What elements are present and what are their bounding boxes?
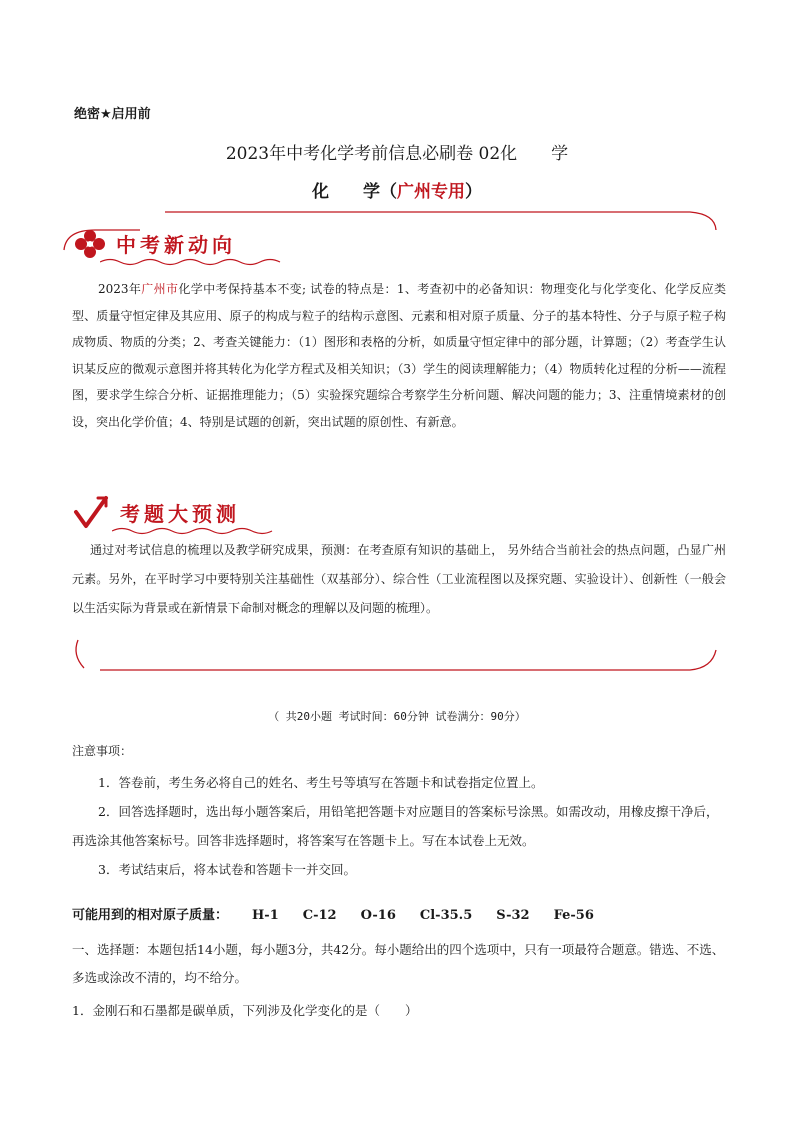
- atomic-mass-s: S-32: [496, 908, 530, 923]
- atomic-mass-fe: Fe-56: [553, 908, 594, 923]
- trend-paragraph: [72, 276, 726, 435]
- heading-wave-underline: [100, 257, 290, 267]
- atomic-masses-label: 可能用到的相对原子质量：: [72, 908, 229, 923]
- atomic-mass-c: C-12: [302, 908, 337, 923]
- secret-label: 绝密★启用前: [74, 107, 151, 122]
- trend-city: 广州市: [141, 282, 179, 296]
- atomic-mass-cl: Cl-35.5: [419, 908, 473, 923]
- notice-item-3: 3．考试结束后，将本试卷和答题卡一并交回。: [98, 862, 356, 877]
- question-1: 1．金刚石和石墨都是碳单质，下列涉及化学变化的是（ ）: [72, 1003, 418, 1018]
- check-arrow-icon: [72, 492, 112, 532]
- trend-year: 2023年: [98, 282, 142, 296]
- section-predict-heading: 考题大预测: [120, 502, 240, 526]
- subtitle-close: ）: [465, 182, 482, 202]
- subtitle-region: 广州专用: [397, 182, 465, 202]
- section-trend-heading: 中考新动向: [116, 233, 236, 257]
- page-subtitle: [0, 177, 794, 202]
- notice-list: [72, 768, 726, 884]
- exam-info: （ 共20小题 考试时间：60分钟 试卷满分：90分）: [268, 710, 526, 723]
- atomic-masses: [72, 904, 594, 923]
- page-title: 2023年中考化学考前信息必刷卷 02化 学: [225, 144, 569, 164]
- clover-icon: [72, 227, 112, 259]
- section-choice-instructions: 一、选择题：本题包括14小题，每小题3分，共42分。每小题给出的四个选项中，只有一项最符合题意。错选、不选、多选或涂改不清的，均不给分。: [72, 942, 725, 985]
- subtitle-subject: 化 学（: [312, 182, 397, 202]
- atomic-mass-h: H-1: [252, 908, 279, 923]
- trend-body: 化学中考保持基本不变; 试卷的特点是：1、考查初中的必备知识：物理变化与化学变化、化学反应类型、质量守恒定律及其应用、原子的构成与粒子的结构示意图、元素和相对原子质量、分子的基本特性、分子与原子粒子构成物质、物质的分类；2、考查关键能力：（1）图形和表格的分析，如质量守恒定律中的部分题，计算题；（2）考查学生认识某反应的微观示意图并将其转化为化学方程式及相关知识；（3）学生的阅读理解能力；（4）物质转化过程的分析——流程图，要求学生综合分析、证据推理能力；（5）实验探究题综合考察学生分析问题、解决问题的能力；3、注重情境素材的创设，突出化学价值；4、特别是试题的创新，突出试题的原创性、有新意。: [72, 282, 726, 429]
- predict-paragraph: 通过对考试信息的梳理以及教学研究成果，预测：在考查原有知识的基础上， 另外结合当前社会的热点问题，凸显广州元素。另外，在平时学习中要特别关注基础性（双基部分）、综合性（工业流程图以及探究题、实验设计）、创新性（一般会以生活实际为背景或在新情景下命制对概念的理解以及问题的梳理）。: [72, 543, 726, 615]
- notice-title: 注意事项：: [72, 744, 133, 758]
- notice-item-1: 1．答卷前，考生务必将自己的姓名、考生号等填写在答题卡和试卷指定位置上。: [98, 775, 544, 790]
- heading-wave-underline-2: [112, 526, 282, 536]
- notice-item-2: 2．回答选择题时，选出每小题答案后，用铅笔把答题卡对应题目的答案标号涂黑。如需改动，用橡皮擦干净后，再选涂其他答案标号。回答非选择题时，将答案写在答题卡上。写在本试卷上无效。: [72, 804, 719, 848]
- atomic-mass-o: O-16: [360, 908, 396, 923]
